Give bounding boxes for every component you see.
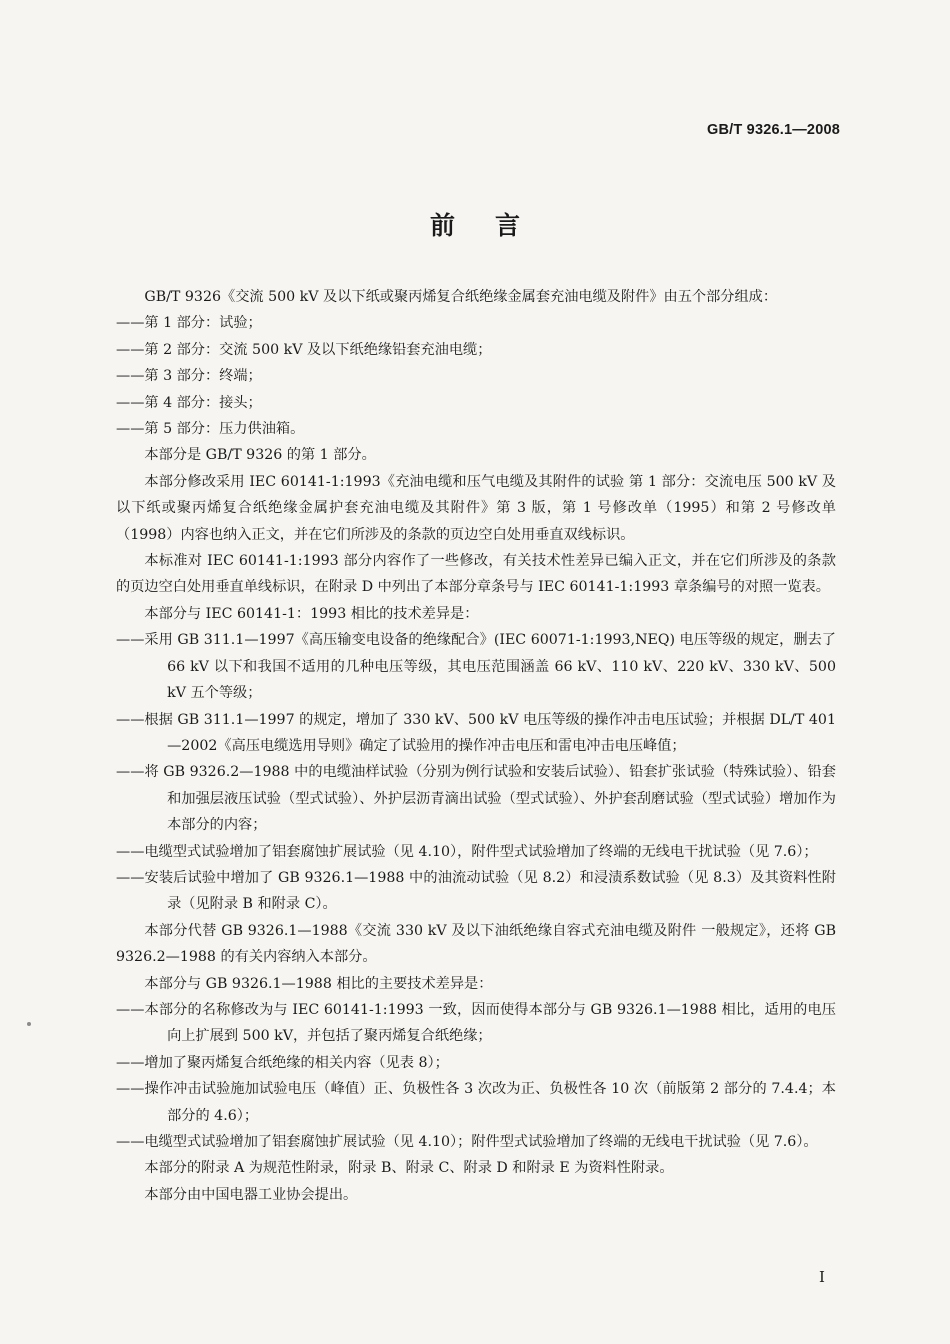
body-paragraph: 本标准对 IEC 60141-1:1993 部分内容作了一些修改，有关技术性差异已编入正文，并在它们所涉及的条款的页边空白处用垂直单线标识，在附录 D 中列出了本部分章条号与 IEC 60141-1:1993 章条编号的对照一览表。 <box>116 553 836 596</box>
body-paragraph: 本部分修改采用 IEC 60141-1:1993《充油电缆和压气电缆及其附件的试验 第 1 部分：交流电压 500 kV 及以下纸或聚丙烯复合纸绝缘金属护套充油电缆及其附件》第 3 版，第 1 号修改单（1995）和第 2 号修改单（1998）内容也纳入正文，并在它们所涉及的条款的页边空白处用垂直双线标识。 <box>116 473 836 543</box>
difference-list-item: ——操作冲击试验施加试验电压（峰值）正、负极性各 3 次改为正、负极性各 10 次（前版第 2 部分的 7.4.4；本部分的 4.6）； <box>116 1081 836 1124</box>
difference-list-item: ——电缆型式试验增加了铝套腐蚀扩展试验（见 4.10）；附件型式试验增加了终端的无线电干扰试验（见 7.6）。 <box>116 1134 818 1150</box>
part-list-item: ——第 4 部分：接头； <box>116 394 262 411</box>
difference-list-item: ——安装后试验中增加了 GB 9326.1—1988 中的油流动试验（见 8.2）和浸渍系数试验（见 8.3）及其资料性附录（见附录 B 和附录 C）。 <box>116 869 836 913</box>
body-paragraph: 本部分与 IEC 60141-1：1993 相比的技术差异是： <box>144 605 479 622</box>
intro-paragraph: GB/T 9326《交流 500 kV 及以下纸或聚丙烯复合纸绝缘金属套充油电缆及附件》由五个部分组成： <box>144 289 778 305</box>
difference-list-item: ——增加了聚丙烯复合纸绝缘的相关内容（见表 8）； <box>116 1054 449 1071</box>
body-paragraph: 本部分是 GB/T 9326 的第 1 部分。 <box>144 447 376 464</box>
difference-list-item: ——电缆型式试验增加了铝套腐蚀扩展试验（见 4.10），附件型式试验增加了终端的无线电干扰试验（见 7.6）； <box>116 843 818 860</box>
difference-list-item: ——本部分的名称修改为与 IEC 60141-1:1993 一致，因而使得本部分与 GB 9326.1—1988 相比，适用的电压向上扩展到 500 kV，并包括了聚丙烯复合纸绝缘； <box>116 1001 836 1045</box>
page-title: 前言 <box>429 211 560 240</box>
part-list-item: ——第 5 部分：压力供油箱。 <box>116 421 305 438</box>
foreword-body <box>116 284 836 1208</box>
body-paragraph: 本部分代替 GB 9326.1—1988《交流 330 kV 及以下油纸绝缘自容式充油电缆及附件 一般规定》，还将 GB 9326.2—1988 的有关内容纳入本部分。 <box>116 922 836 966</box>
document-id: GB/T 9326.1—2008 <box>707 122 840 138</box>
body-paragraph: 本部分的附录 A 为规范性附录，附录 B、附录 C、附录 D 和附录 E 为资料性附录。 <box>144 1160 674 1177</box>
part-list-item: ——第 3 部分：终端； <box>116 368 262 385</box>
body-paragraph: 本部分由中国电器工业协会提出。 <box>144 1186 358 1203</box>
page-number: I <box>819 1268 825 1286</box>
difference-list-item: ——根据 GB 311.1—1997 的规定，增加了 330 kV、500 kV 电压等级的操作冲击电压试验；并根据 DL/T 401—2002《高压电缆选用导则》确定了试验用的操作冲击电压和雷电冲击电压峰值； <box>116 711 836 754</box>
part-list-item: ——第 1 部分：试验； <box>116 315 262 332</box>
body-paragraph: 本部分与 GB 9326.1—1988 相比的主要技术差异是： <box>144 975 493 992</box>
part-list-item: ——第 2 部分：交流 500 kV 及以下纸绝缘铅套充油电缆； <box>116 341 492 358</box>
difference-list-item: ——将 GB 9326.2—1988 中的电缆油样试验（分别为例行试验和安装后试验）、铅套扩张试验（特殊试验）、铅套和加强层液压试验（型式试验）、外护层沥青滴出试验（型式试验）、外护套刮磨试验（型式试验）增加作为本部分的内容； <box>116 764 836 834</box>
scan-speck <box>27 1022 31 1026</box>
difference-list-item: ——采用 GB 311.1—1997《高压输变电设备的绝缘配合》(IEC 60071-1:1993,NEQ) 电压等级的规定，删去了 66 kV 以下和我国不适用的几种电压等级，其电压范围涵盖 66 kV、110 kV、220 kV、330 kV、500 kV 五个等级； <box>116 632 836 702</box>
